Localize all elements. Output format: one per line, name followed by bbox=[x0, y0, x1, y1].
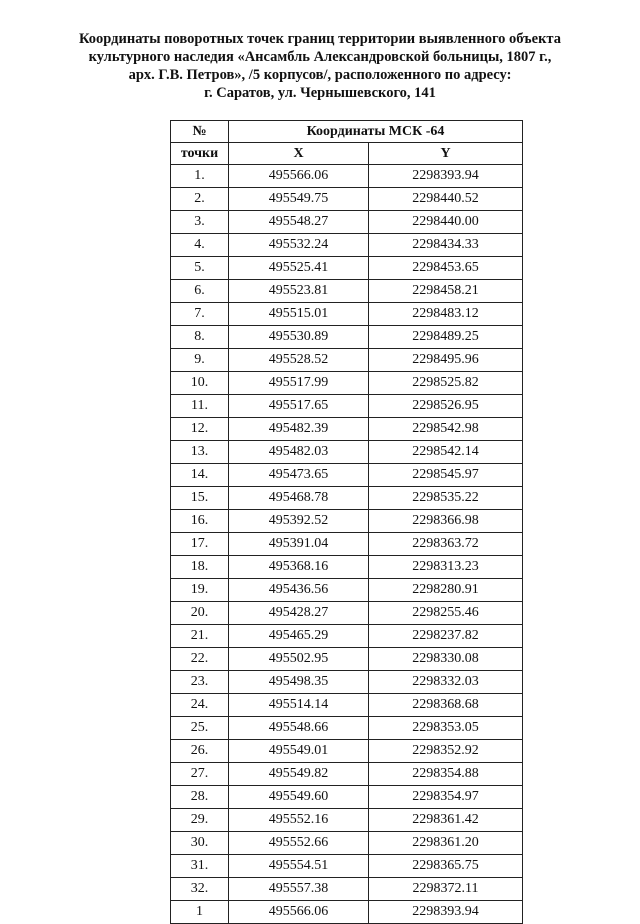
y-column-header: Y bbox=[369, 143, 523, 165]
x-coordinate-cell: 495566.06 bbox=[229, 901, 369, 924]
point-number-cell: 7. bbox=[171, 303, 229, 326]
table-row bbox=[171, 625, 523, 648]
point-number-cell: 27. bbox=[171, 763, 229, 786]
x-coordinate-cell: 495525.41 bbox=[229, 257, 369, 280]
coordinates-table bbox=[170, 120, 523, 924]
y-coordinate-cell: 2298366.98 bbox=[369, 510, 523, 533]
coordinates-system-header: Координаты МСК -64 bbox=[229, 121, 523, 143]
x-coordinate-cell: 495548.27 bbox=[229, 211, 369, 234]
table-row bbox=[171, 717, 523, 740]
point-number-cell: 31. bbox=[171, 855, 229, 878]
x-coordinate-cell: 495549.60 bbox=[229, 786, 369, 809]
point-number-cell: 16. bbox=[171, 510, 229, 533]
y-coordinate-cell: 2298354.97 bbox=[369, 786, 523, 809]
table-row bbox=[171, 280, 523, 303]
x-coordinate-cell: 495428.27 bbox=[229, 602, 369, 625]
y-coordinate-cell: 2298440.00 bbox=[369, 211, 523, 234]
y-coordinate-cell: 2298368.68 bbox=[369, 694, 523, 717]
table-row bbox=[171, 211, 523, 234]
point-number-cell: 3. bbox=[171, 211, 229, 234]
title-line: Координаты поворотных точек границ территории выявленного объекта bbox=[79, 31, 561, 47]
y-coordinate-cell: 2298365.75 bbox=[369, 855, 523, 878]
table-row bbox=[171, 602, 523, 625]
table-row bbox=[171, 464, 523, 487]
point-number-cell: 4. bbox=[171, 234, 229, 257]
y-coordinate-cell: 2298542.14 bbox=[369, 441, 523, 464]
table-row bbox=[171, 832, 523, 855]
x-coordinate-cell: 495498.35 bbox=[229, 671, 369, 694]
y-coordinate-cell: 2298237.82 bbox=[369, 625, 523, 648]
table-row bbox=[171, 303, 523, 326]
point-number-cell: 26. bbox=[171, 740, 229, 763]
x-coordinate-cell: 495528.52 bbox=[229, 349, 369, 372]
point-number-cell: 8. bbox=[171, 326, 229, 349]
y-coordinate-cell: 2298495.96 bbox=[369, 349, 523, 372]
x-coordinate-cell: 495468.78 bbox=[229, 487, 369, 510]
x-coordinate-cell: 495473.65 bbox=[229, 464, 369, 487]
point-number-cell: 19. bbox=[171, 579, 229, 602]
y-coordinate-cell: 2298332.03 bbox=[369, 671, 523, 694]
table-row bbox=[171, 234, 523, 257]
table-body bbox=[171, 165, 523, 924]
point-number-cell: 22. bbox=[171, 648, 229, 671]
point-number-cell: 25. bbox=[171, 717, 229, 740]
y-coordinate-cell: 2298526.95 bbox=[369, 395, 523, 418]
table-row bbox=[171, 510, 523, 533]
point-number-cell: 21. bbox=[171, 625, 229, 648]
x-coordinate-cell: 495530.89 bbox=[229, 326, 369, 349]
point-number-header: № bbox=[171, 121, 229, 143]
y-coordinate-cell: 2298458.21 bbox=[369, 280, 523, 303]
x-coordinate-cell: 495523.81 bbox=[229, 280, 369, 303]
y-coordinate-cell: 2298280.91 bbox=[369, 579, 523, 602]
x-coordinate-cell: 495502.95 bbox=[229, 648, 369, 671]
y-coordinate-cell: 2298483.12 bbox=[369, 303, 523, 326]
table-row bbox=[171, 487, 523, 510]
table-row bbox=[171, 901, 523, 924]
table-row bbox=[171, 326, 523, 349]
x-column-header: X bbox=[229, 143, 369, 165]
point-number-cell: 5. bbox=[171, 257, 229, 280]
y-coordinate-cell: 2298535.22 bbox=[369, 487, 523, 510]
y-coordinate-cell: 2298330.08 bbox=[369, 648, 523, 671]
table-row bbox=[171, 395, 523, 418]
table-row bbox=[171, 257, 523, 280]
point-number-cell: 30. bbox=[171, 832, 229, 855]
y-coordinate-cell: 2298393.94 bbox=[369, 165, 523, 188]
table-row bbox=[171, 763, 523, 786]
y-coordinate-cell: 2298255.46 bbox=[369, 602, 523, 625]
table-row bbox=[171, 648, 523, 671]
x-coordinate-cell: 495552.16 bbox=[229, 809, 369, 832]
x-coordinate-cell: 495548.66 bbox=[229, 717, 369, 740]
table-row bbox=[171, 188, 523, 211]
point-number-cell: 12. bbox=[171, 418, 229, 441]
point-number-cell: 14. bbox=[171, 464, 229, 487]
point-number-cell: 24. bbox=[171, 694, 229, 717]
y-coordinate-cell: 2298313.23 bbox=[369, 556, 523, 579]
table-row bbox=[171, 809, 523, 832]
x-coordinate-cell: 495391.04 bbox=[229, 533, 369, 556]
point-number-cell: 9. bbox=[171, 349, 229, 372]
title-line: арх. Г.В. Петров», /5 корпусов/, расположенного по адресу: bbox=[128, 67, 512, 83]
table-row bbox=[171, 533, 523, 556]
point-number-cell: 11. bbox=[171, 395, 229, 418]
point-number-cell: 17. bbox=[171, 533, 229, 556]
x-coordinate-cell: 495517.65 bbox=[229, 395, 369, 418]
table-row bbox=[171, 786, 523, 809]
y-coordinate-cell: 2298354.88 bbox=[369, 763, 523, 786]
y-coordinate-cell: 2298372.11 bbox=[369, 878, 523, 901]
point-number-cell: 6. bbox=[171, 280, 229, 303]
table-row bbox=[171, 418, 523, 441]
y-coordinate-cell: 2298353.05 bbox=[369, 717, 523, 740]
point-number-cell: 20. bbox=[171, 602, 229, 625]
y-coordinate-cell: 2298489.25 bbox=[369, 326, 523, 349]
document-title bbox=[40, 30, 600, 102]
y-coordinate-cell: 2298440.52 bbox=[369, 188, 523, 211]
title-line: г. Саратов, ул. Чернышевского, 141 bbox=[204, 85, 436, 101]
y-coordinate-cell: 2298542.98 bbox=[369, 418, 523, 441]
x-coordinate-cell: 495549.75 bbox=[229, 188, 369, 211]
table-row bbox=[171, 855, 523, 878]
table-row bbox=[171, 372, 523, 395]
table-row bbox=[171, 694, 523, 717]
point-number-cell: 2. bbox=[171, 188, 229, 211]
table-row bbox=[171, 441, 523, 464]
table-row bbox=[171, 878, 523, 901]
point-number-cell: 1 bbox=[171, 901, 229, 924]
x-coordinate-cell: 495549.82 bbox=[229, 763, 369, 786]
table-row bbox=[171, 556, 523, 579]
y-coordinate-cell: 2298453.65 bbox=[369, 257, 523, 280]
point-number-cell: 13. bbox=[171, 441, 229, 464]
y-coordinate-cell: 2298525.82 bbox=[369, 372, 523, 395]
x-coordinate-cell: 495368.16 bbox=[229, 556, 369, 579]
x-coordinate-cell: 495532.24 bbox=[229, 234, 369, 257]
y-coordinate-cell: 2298352.92 bbox=[369, 740, 523, 763]
table-row bbox=[171, 349, 523, 372]
y-coordinate-cell: 2298361.20 bbox=[369, 832, 523, 855]
y-coordinate-cell: 2298393.94 bbox=[369, 901, 523, 924]
table-row bbox=[171, 579, 523, 602]
x-coordinate-cell: 495514.14 bbox=[229, 694, 369, 717]
point-number-cell: 32. bbox=[171, 878, 229, 901]
y-coordinate-cell: 2298434.33 bbox=[369, 234, 523, 257]
x-coordinate-cell: 495517.99 bbox=[229, 372, 369, 395]
y-coordinate-cell: 2298545.97 bbox=[369, 464, 523, 487]
y-coordinate-cell: 2298363.72 bbox=[369, 533, 523, 556]
point-number-cell: 28. bbox=[171, 786, 229, 809]
title-line: культурного наследия «Ансамбль Александровской больницы, 1807 г., bbox=[88, 49, 552, 65]
y-coordinate-cell: 2298361.42 bbox=[369, 809, 523, 832]
point-number-header-label: точки bbox=[171, 143, 229, 165]
point-number-cell: 29. bbox=[171, 809, 229, 832]
table-row bbox=[171, 740, 523, 763]
x-coordinate-cell: 495554.51 bbox=[229, 855, 369, 878]
point-number-cell: 23. bbox=[171, 671, 229, 694]
x-coordinate-cell: 495465.29 bbox=[229, 625, 369, 648]
point-number-cell: 1. bbox=[171, 165, 229, 188]
point-number-cell: 18. bbox=[171, 556, 229, 579]
x-coordinate-cell: 495549.01 bbox=[229, 740, 369, 763]
x-coordinate-cell: 495436.56 bbox=[229, 579, 369, 602]
x-coordinate-cell: 495552.66 bbox=[229, 832, 369, 855]
x-coordinate-cell: 495566.06 bbox=[229, 165, 369, 188]
x-coordinate-cell: 495482.39 bbox=[229, 418, 369, 441]
x-coordinate-cell: 495557.38 bbox=[229, 878, 369, 901]
x-coordinate-cell: 495392.52 bbox=[229, 510, 369, 533]
table-row bbox=[171, 165, 523, 188]
x-coordinate-cell: 495515.01 bbox=[229, 303, 369, 326]
point-number-cell: 15. bbox=[171, 487, 229, 510]
x-coordinate-cell: 495482.03 bbox=[229, 441, 369, 464]
table-row bbox=[171, 671, 523, 694]
point-number-cell: 10. bbox=[171, 372, 229, 395]
